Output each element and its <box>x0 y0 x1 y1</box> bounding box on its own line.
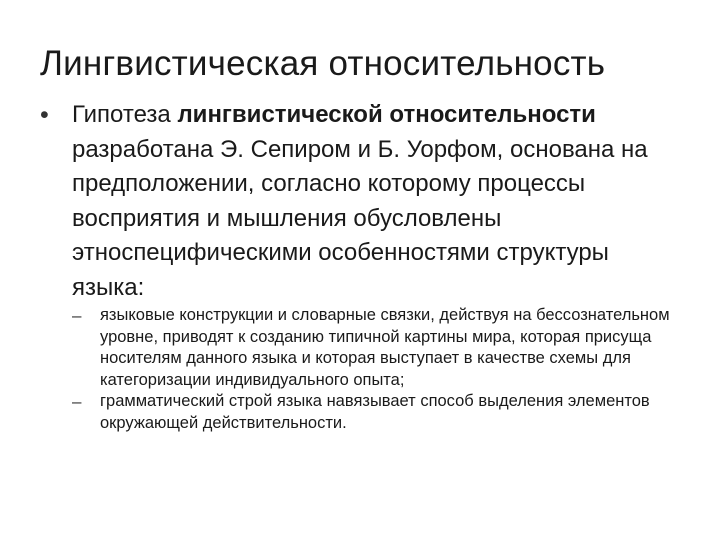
bullet-rest: разработана Э. Сепиром и Б. Уорфом, основана на предположении, согласно которому процессы восприятия и мышления обусловлены этноспецифическими особенностями структуры языка: <box>72 135 648 301</box>
bullet-text <box>72 98 680 305</box>
slide-title: Лингвистическая относительность <box>40 44 606 83</box>
sub-bullet-list <box>72 305 682 434</box>
dash-marker: – <box>72 306 82 325</box>
bullet-bold-term: лингвистической относительности <box>177 101 596 128</box>
main-bullet <box>40 98 680 305</box>
sub-bullet-text: языковые конструкции и словарные связки, действуя на бессознательном уровне, приводят к созданию типичной картины мира, которая присуща носителям данного языка и которая выступает в качестве схемы для категоризации индивидуального опыта; <box>100 306 670 389</box>
dash-marker: – <box>72 392 82 411</box>
sub-bullet-text: грамматический строй языка навязывает способ выделения элементов окружающей действительности. <box>100 392 650 432</box>
bullet-marker: • <box>40 101 49 129</box>
sub-bullet-item <box>72 391 682 434</box>
sub-bullet-item <box>72 305 682 391</box>
bullet-prefix: Гипотеза <box>72 101 178 128</box>
